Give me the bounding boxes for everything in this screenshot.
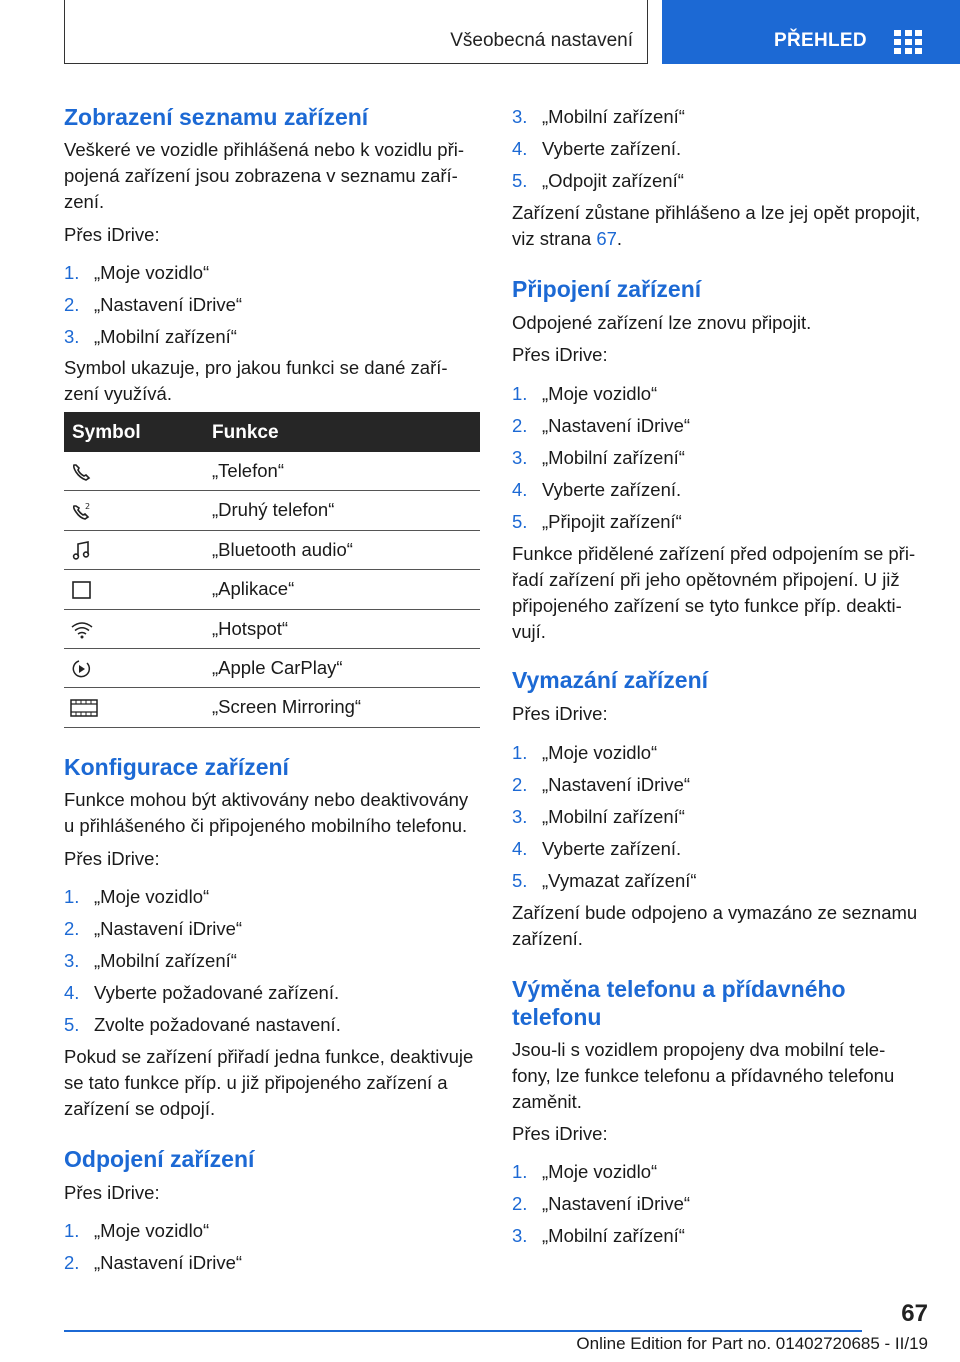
- wifi-hotspot-icon: [70, 620, 94, 640]
- list-item: 2. „Nastavení iDrive“: [64, 1252, 243, 1273]
- paragraph: viz strana 67.: [512, 228, 623, 249]
- list-item: 4. Vyberte požadované zařízení.: [64, 982, 340, 1003]
- paragraph: Funkce přidělené zařízení před odpojením se při-: [512, 543, 916, 564]
- col-function: Funkce: [212, 422, 279, 443]
- grid-icon: [894, 30, 922, 54]
- list-item: 2. „Nastavení iDrive“: [64, 918, 243, 939]
- page-link[interactable]: 67: [596, 228, 617, 249]
- paragraph: Funkce mohou být aktivovány nebo deaktivovány: [64, 789, 469, 810]
- table-row: „Aplikace“: [64, 570, 480, 609]
- col-symbol: Symbol: [72, 422, 141, 443]
- list-item: 3. „Mobilní zařízení“: [512, 806, 685, 827]
- list-item: 4. Vyberte zařízení.: [512, 479, 682, 500]
- heading-disconnect: Odpojení zařízení: [64, 1146, 255, 1172]
- paragraph: zení využívá.: [64, 383, 172, 404]
- via-idrive: Přes iDrive:: [64, 224, 160, 245]
- list-item: 3. „Mobilní zařízení“: [512, 106, 685, 127]
- heading-connect: Připojení zařízení: [512, 276, 702, 302]
- paragraph: u přihlášeného či připojeného mobilního telefonu.: [64, 815, 468, 836]
- table-row: „Hotspot“: [64, 610, 480, 649]
- list-item: 3. „Mobilní zařízení“: [512, 447, 685, 468]
- edition-text: Online Edition for Part no. 01402720685 - II/19: [576, 1334, 928, 1353]
- list-item: 4. Vyberte zařízení.: [512, 138, 682, 159]
- paragraph: Symbol ukazuje, pro jakou funkci se dané zaří-: [64, 357, 448, 378]
- table-row: „Screen Mirroring“: [64, 688, 480, 727]
- list-item: 3. „Mobilní zařízení“: [512, 1225, 685, 1246]
- header-section-box: [64, 0, 648, 64]
- paragraph: připojeného zařízení se tyto funkce příp. deakti-: [512, 595, 902, 616]
- via-idrive: Přes iDrive:: [512, 344, 608, 365]
- list-item: 1. „Moje vozidlo“: [512, 383, 658, 404]
- heading-swap-phone: Výměna telefonu a přídavného: [512, 976, 846, 1002]
- overview-tab-label: PŘEHLED: [774, 30, 867, 51]
- list-item: 2. „Nastavení iDrive“: [512, 415, 691, 436]
- list-item: 2. „Nastavení iDrive“: [512, 1193, 691, 1214]
- list-item: 1. „Moje vozidlo“: [64, 886, 210, 907]
- list-item: 2. „Nastavení iDrive“: [64, 294, 243, 315]
- list-item: 1. „Moje vozidlo“: [512, 1161, 658, 1182]
- page-number: 67: [901, 1300, 928, 1327]
- list-item: 3. „Mobilní zařízení“: [64, 326, 237, 347]
- music-note-icon: [70, 541, 94, 561]
- paragraph: zení.: [64, 191, 105, 212]
- table-row: „Bluetooth audio“: [64, 531, 480, 570]
- paragraph: zařízení se odpojí.: [64, 1098, 216, 1119]
- footer-divider: [64, 1330, 862, 1332]
- paragraph: řadí zařízení při jeho opětovném připojení. U již: [512, 569, 900, 590]
- table-row: „Apple CarPlay“: [64, 649, 480, 688]
- paragraph: Pokud se zařízení přiřadí jedna funkce, deaktivuje: [64, 1046, 474, 1067]
- heading-delete: Vymazání zařízení: [512, 667, 709, 693]
- paragraph: zařízení.: [512, 928, 583, 949]
- list-item: 1. „Moje vozidlo“: [64, 262, 210, 283]
- list-item: 4. Vyberte zařízení.: [512, 838, 682, 859]
- paragraph: vují.: [512, 621, 546, 642]
- paragraph: Zařízení bude odpojeno a vymazáno ze seznamu: [512, 902, 918, 923]
- via-idrive: Přes iDrive:: [512, 703, 608, 724]
- table-header: [64, 412, 480, 452]
- paragraph: se tato funkce příp. u již připojeného zařízení a: [64, 1072, 448, 1093]
- paragraph: Jsou-li s vozidlem propojeny dva mobilní tele-: [512, 1039, 886, 1060]
- carplay-icon: [70, 659, 94, 679]
- svg-text:2: 2: [85, 502, 91, 512]
- via-idrive: Přes iDrive:: [512, 1123, 608, 1144]
- overview-tab[interactable]: [662, 0, 960, 64]
- screen-mirroring-icon: [70, 698, 98, 718]
- symbol-table: [64, 412, 480, 728]
- table-row: 2 „Druhý telefon“: [64, 491, 480, 530]
- heading-device-config: Konfigurace zařízení: [64, 754, 289, 780]
- list-item: 5. Zvolte požadované nastavení.: [64, 1014, 341, 1035]
- paragraph: fony, lze funkce telefonu a přídavného telefonu: [512, 1065, 895, 1086]
- paragraph: Odpojené zařízení lze znovu připojit.: [512, 312, 812, 333]
- list-item: 3. „Mobilní zařízení“: [64, 950, 237, 971]
- via-idrive: Přes iDrive:: [64, 848, 160, 869]
- list-item: 1. „Moje vozidlo“: [512, 742, 658, 763]
- paragraph: pojená zařízení jsou zobrazena v seznamu zaří-: [64, 165, 458, 186]
- paragraph: Veškeré ve vozidle přihlášená nebo k vozidlu při-: [64, 139, 465, 160]
- paragraph: Zařízení zůstane přihlášeno a lze jej opět propojit,: [512, 202, 921, 223]
- section-title: Všeobecná nastavení: [450, 30, 633, 51]
- second-phone-icon: [70, 501, 94, 521]
- list-item: 2. „Nastavení iDrive“: [512, 774, 691, 795]
- list-item: 5. „Odpojit zařízení“: [512, 170, 684, 191]
- apps-square-icon: [70, 580, 94, 600]
- heading-device-list: Zobrazení seznamu zařízení: [64, 104, 369, 130]
- list-item: 5. „Vymazat zařízení“: [512, 870, 697, 891]
- paragraph: zaměnit.: [512, 1091, 582, 1112]
- list-item: 5. „Připojit zařízení“: [512, 511, 682, 532]
- via-idrive: Přes iDrive:: [64, 1182, 160, 1203]
- list-item: 1. „Moje vozidlo“: [64, 1220, 210, 1241]
- phone-icon: [70, 462, 94, 482]
- heading-swap-phone-line2: telefonu: [512, 1004, 602, 1030]
- table-row: „Telefon“: [64, 452, 480, 491]
